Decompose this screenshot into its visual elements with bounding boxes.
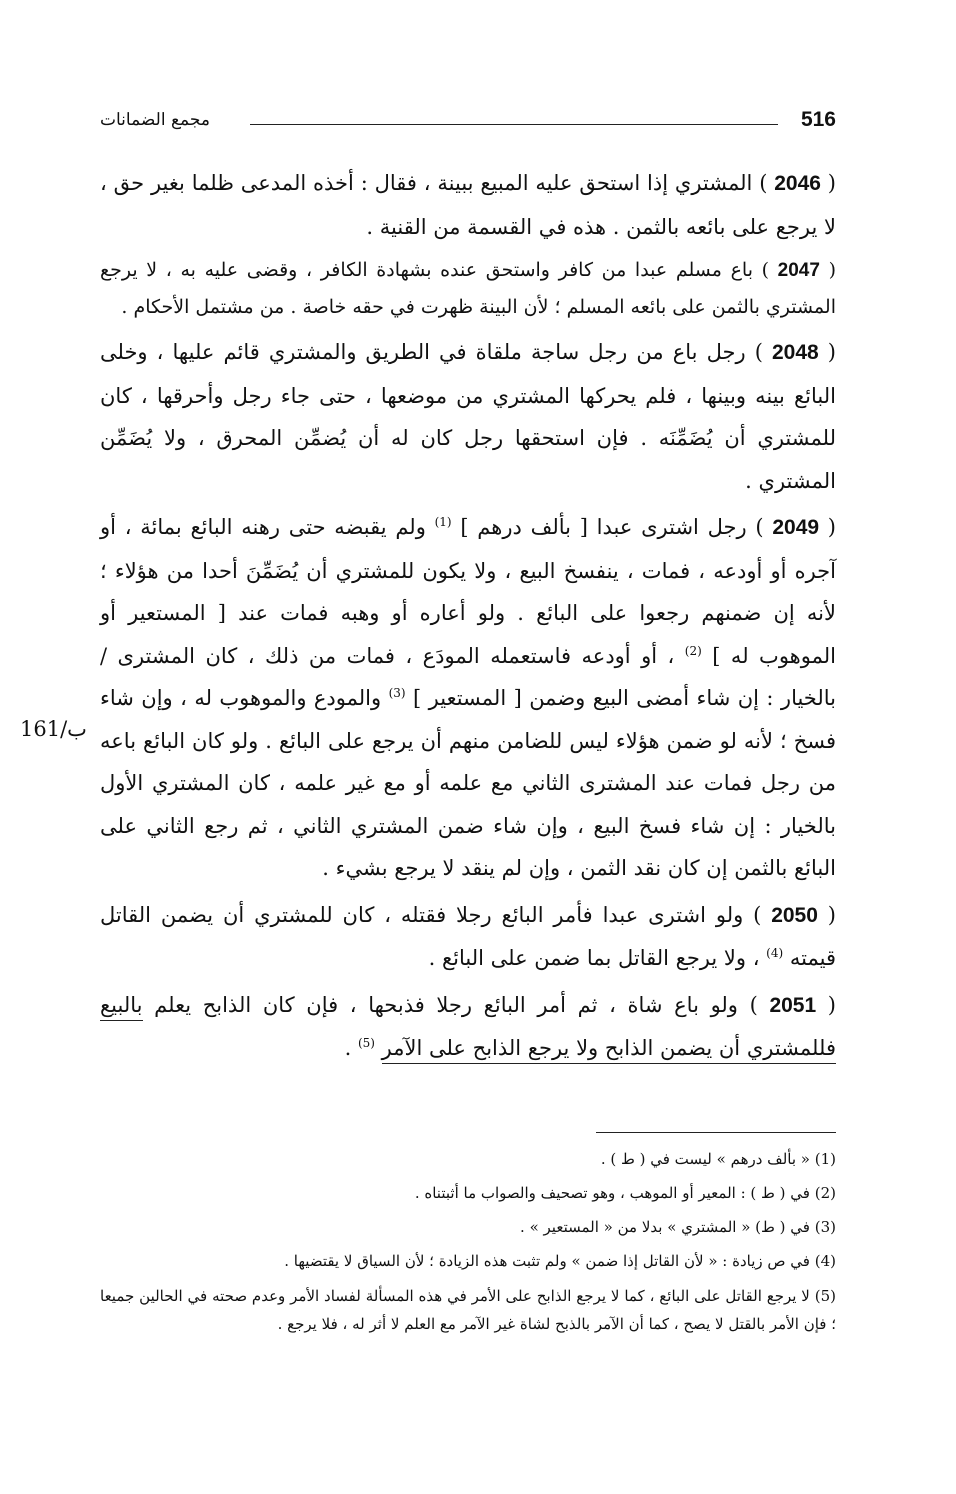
- entry-number: 2049: [772, 516, 820, 539]
- footnote-separator: [596, 1132, 836, 1133]
- entry-number: 2047: [777, 260, 820, 281]
- entry-text-part: رجل اشترى عبدا [ بألف درهم ]: [460, 515, 747, 539]
- entry-text-part: ولو اشترى عبدا فأمر البائع رجلا فقتله ، كان للمشتري أن يضمن القاتل قيمته: [100, 902, 836, 970]
- running-header: [100, 106, 836, 142]
- footnote-ref: (2): [684, 643, 702, 658]
- main-text: [100, 162, 836, 1074]
- footnote-3: (3) في ( ط) « المشتري » بدلا من « المستعير » .: [520, 1218, 836, 1236]
- entry-text: باع مسلم عبدا من كافر واستحق عنده بشهادة الكافر ، وقضى عليه به ، لا يرجع المشتري بالثمن على بائعه المسلم ؛ لأن البينة ظهرت في حقه خاصة . من مشتمل الأحكام .: [100, 259, 836, 318]
- header-rule: [250, 124, 778, 125]
- entry-2047: ( 2047 ) باع مسلم عبدا من كافر واستحق عنده بشهادة الكافر ، وقضى عليه به ، لا يرجع المشتري بالثمن على بائعه المسلم ؛ لأن البينة ظهرت في حقه خاصة . من مشتمل الأحكام .: [100, 259, 836, 318]
- footnote-2: (2) في ( ط ) : المعير أو الموهب ، وهو تصحيف والصواب ما أثبتناه .: [414, 1184, 836, 1202]
- entry-number: 2046: [774, 172, 821, 195]
- entry-text-part: ، ولا يرجع القاتل بما ضمن على البائع .: [428, 946, 760, 970]
- entry-text: رجل باع من رجل ساجة ملقاة في الطريق والمشتري قائم عليها ، وخلى البائع بينه وبينها ، فلم يحركها المشتري من موضعها ، حتى جاء رجل وأحرقها ، كان للمشتري أن يُضَمِّنَه . فإن استحقها رجل كان له أن يُضمِّن المحرق ، ولا يُضَمِّن المشتري .: [100, 340, 836, 493]
- footnote-ref: (1): [434, 515, 452, 529]
- footnote-1: (1) « بألف درهم » ليست في ( ط ) .: [600, 1150, 836, 1168]
- entry-text-part: والمودع والموهوب له ، وإن شاء فسخ ؛ لأنه لو ضمن هؤلاء ليس للضامن منهم أن يرجع على البائع . ولو كان البائع باعه من رجل فمات عند المشترى الثاني مع علمه أو مع غير علمه ، كان المشتري الأول بالخيار : إن شاء فسخ البيع ، وإن شاء ضمن المشتري الثاني ، ثم رجع الثاني على البائع بالثمن إن كان نقد الثمن ، وإن لم ينقد لا يرجع بشيء .: [100, 686, 836, 880]
- footnote-5: (5) لا يرجع القاتل على البائع ، كما لا يرجع الذابح على الأمر في هذه المسألة لفساد الأمر وعدم صحته في الحالين جميعا ؛ فإن الأمر بالقتل لا يصح ، كما أن الآمر بالذبح لشاة غير الآمر مع العلم لا أثر له ، فلا يرجع .: [100, 1287, 836, 1333]
- entry-number: 2050: [771, 903, 818, 927]
- margin-folio-note: 161/ب: [20, 717, 87, 741]
- entry-2049: ( 2049 ) رجل اشترى عبدا [ بألف درهم ] $^{(1)}$ ولم يقبضه حتى رهنه البائع بمائة ، أو آجره أو أودعه ، فمات ، ينفسخ البيع ، ولا يكون للمشتري أن يُضَمِّنَ أحدا من هؤلاء ؛ لأنه إن ضمنهم رجعوا على البائع . ولو أعاره أو وهبه فمات عند [ المستعير أو الموهوب له ] $^{(2)}$ ، أو أودعه فاستعمله المودَع ، فمات من ذلك ، كان المشترى / بالخيار : إن شاء أمضى البيع وضمن [ المستعير ] $^{(3)}$ والمودع والموهوب له ، وإن شاء فسخ ؛ لأنه لو ضمن هؤلاء ليس للضامن منهم أن يرجع على البائع . ولو كان البائع باعه من رجل فمات عند المشترى الثاني مع علمه أو مع غير علمه ، كان المشتري الأول بالخيار : إن شاء فسخ البيع ، وإن شاء ضمن المشتري الثاني ، ثم رجع الثاني على البائع بالثمن إن كان نقد الثمن ، وإن لم ينقد لا يرجع بشيء .: [100, 515, 837, 880]
- entry-2048: ( 2048 ) رجل باع من رجل ساجة ملقاة في الطريق والمشتري قائم عليها ، وخلى البائع بينه وبينها ، فلم يحركها المشتري من موضعها ، حتى جاء رجل وأحرقها ، كان للمشتري أن يُضَمِّنَه . فإن استحقها رجل كان له أن يُضمِّن المحرق ، ولا يُضَمِّن المشتري .: [100, 340, 836, 493]
- running-title: مجمع الضمانات: [100, 110, 210, 130]
- footnote-ref: (3): [388, 686, 406, 700]
- page-number: 516: [800, 108, 836, 131]
- footnote-ref: (4): [766, 946, 784, 960]
- entry-text: المشتري إذا استحق عليه المبيع ببينة ، فقال : أخذه المدعى ظلما بغير حق ، لا يرجع على بائعه بالثمن . هذه في القسمة من القنية .: [100, 171, 836, 239]
- entry-text-part: .: [344, 1036, 352, 1060]
- footnote-4: (4) في ص زيادة : « لأن القاتل إذا ضمن » ولم تثبت هذه الزيادة ؛ لأن السياق لا يقتضيها .: [284, 1252, 836, 1270]
- entry-number: 2048: [772, 341, 819, 364]
- entry-2051: ( 2051 ) ولو باع شاة ، ثم أمر البائع رجلا فذبحها ، فإن كان الذابح يعلم بالبيع فللمشتري أن يضمن الذابح ولا يرجع الذابح على الآمر $^{(5)}$ .: [100, 984, 836, 1070]
- entry-2046: ( 2046 ) المشتري إذا استحق عليه المبيع ببينة ، فقال : أخذه المدعى ظلما بغير حق ، لا يرجع على بائعه بالثمن . هذه في القسمة من القنية .: [100, 171, 837, 239]
- footnote-ref: (5): [357, 1036, 375, 1050]
- entry-text-part: ولم يقبضه حتى رهنه البائع بمائة ، أو آجره أو أودعه ، فمات ، ينفسخ البيع ، ولا يكون للمشتري أن يُضَمِّنَ أحدا من هؤلاء ؛ لأنه إن ضمنهم رجعوا على البائع . ولو أعاره أو وهبه فمات عند [ المستعير أو الموهوب له ]: [100, 515, 837, 668]
- footnotes: [100, 1142, 836, 1338]
- entry-number: 2051: [769, 993, 817, 1017]
- entry-text-part: ولو باع شاة ، ثم أمر البائع رجلا فذبحها ، فإن كان الذابح يعلم: [154, 992, 738, 1017]
- entry-text-part: ، أو أودعه فاستعمله المودَع ، فمات من ذلك ، كان المشترى / بالخيار : إن شاء أمضى البيع وضمن [ المستعير ]: [100, 643, 836, 710]
- underlined-text: بالبيع فللمشتري أن يضمن الذابح ولا يرجع الذابح على الآمر: [100, 993, 836, 1065]
- entry-2050: ( 2050 ) ولو اشترى عبدا فأمر البائع رجلا فقتله ، كان للمشتري أن يضمن القاتل قيمته $^{(4)}$ ، ولا يرجع القاتل بما ضمن على البائع .: [100, 902, 836, 970]
